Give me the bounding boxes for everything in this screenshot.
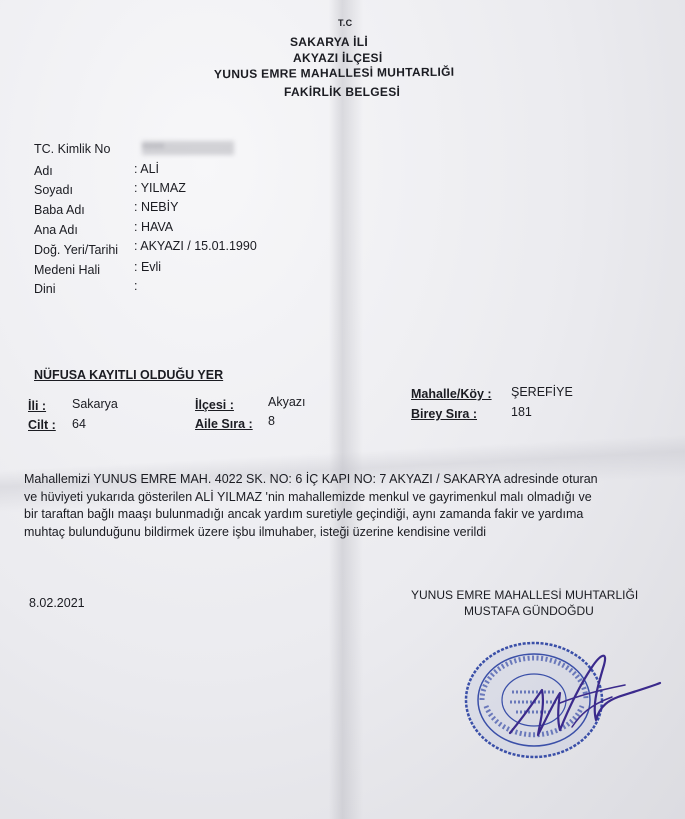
handwritten-signature xyxy=(500,645,665,745)
marital-value: : Evli xyxy=(134,260,162,274)
tc-value-redacted: **** xyxy=(142,141,234,155)
religion-value: : xyxy=(134,279,138,293)
tc-label: TC. Kimlik No xyxy=(34,142,111,156)
body-line: bir taraftan bağlı maaşı bulunmadığı ancak yardım suretiyle geçindiği, aynı zamanda fakir ve yardıma xyxy=(24,507,584,521)
surname-label: Soyadı xyxy=(34,183,73,197)
cilt-value: 64 xyxy=(72,417,86,431)
marital-label: Medeni Hali xyxy=(34,263,101,277)
ilce-value: Akyazı xyxy=(268,395,306,409)
registry-heading: NÜFUSA KAYITLI OLDUĞU YER xyxy=(34,368,224,382)
birey-label: Birey Sıra : xyxy=(411,407,478,421)
father-label: Baba Adı xyxy=(34,203,85,217)
cilt-label: Cilt : xyxy=(28,418,56,432)
document-title: FAKİRLİK BELGESİ xyxy=(284,85,401,99)
signature-office: YUNUS EMRE MAHALLESİ MUHTARLIĞI xyxy=(411,588,639,602)
il-label: İli : xyxy=(28,399,47,413)
mother-label: Ana Adı xyxy=(34,223,78,237)
name-value: : ALİ xyxy=(134,162,160,176)
header-tc: T.C xyxy=(338,18,353,28)
header-district: AKYAZI İLÇESİ xyxy=(293,51,383,65)
religion-label: Dini xyxy=(34,282,56,296)
body-line: Mahallemizi YUNUS EMRE MAH. 4022 SK. NO: 6 İÇ KAPI NO: 7 AKYAZI / SAKARYA adresinde oturan xyxy=(24,472,598,486)
surname-value: : YILMAZ xyxy=(134,181,186,195)
birey-value: 181 xyxy=(511,405,532,419)
ilce-label: İlçesi : xyxy=(195,398,234,412)
body-line: ve hüviyeti yukarıda gösterilen ALİ YILMAZ 'nin mahallemizde menkul ve gayrimenkul malı olmadığı ve xyxy=(24,489,592,504)
body-line: muhtaç bulunduğunu bildirmek üzere işbu ilmuhaber, isteği üzerine kendisine verildi xyxy=(24,524,487,539)
aile-label: Aile Sıra : xyxy=(195,417,253,431)
body-paragraph xyxy=(24,471,674,541)
il-value: Sakarya xyxy=(72,397,118,411)
mahalle-label: Mahalle/Köy : xyxy=(411,387,492,401)
father-value: : NEBİY xyxy=(134,200,179,214)
mother-value: : HAVA xyxy=(134,220,174,234)
name-label: Adı xyxy=(34,164,53,178)
issue-date: 8.02.2021 xyxy=(29,596,85,610)
birth-label: Doğ. Yeri/Tarihi xyxy=(34,243,119,257)
aile-value: 8 xyxy=(268,414,275,428)
header-province: SAKARYA İLİ xyxy=(290,35,368,49)
birth-value: : AKYAZI / 15.01.1990 xyxy=(134,239,257,253)
mahalle-value: ŞEREFİYE xyxy=(511,385,573,399)
signature-name: MUSTAFA GÜNDOĞDU xyxy=(464,604,594,618)
header-office: YUNUS EMRE MAHALLESİ MUHTARLIĞI xyxy=(213,64,455,82)
